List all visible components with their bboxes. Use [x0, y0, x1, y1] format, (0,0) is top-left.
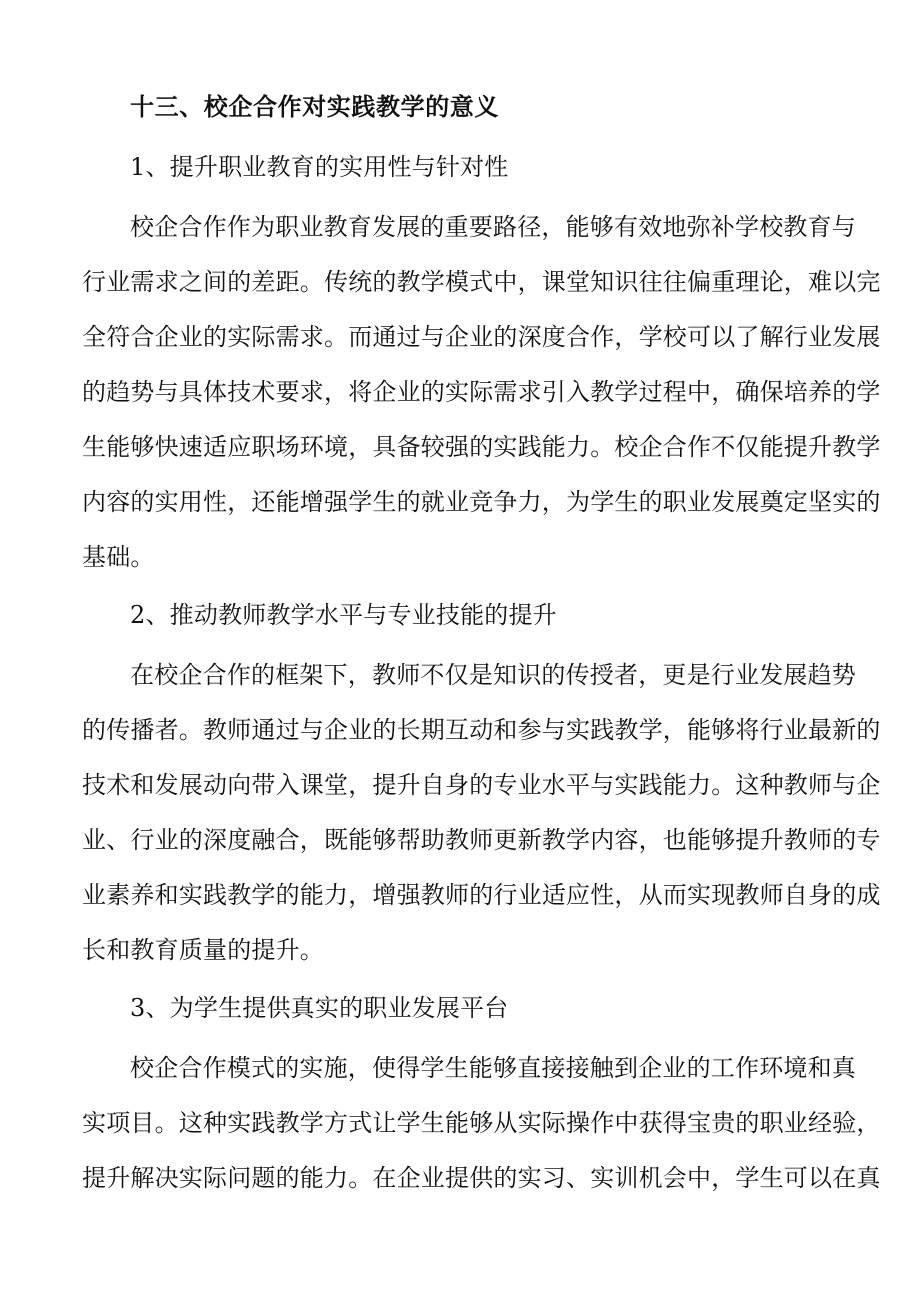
paragraph-line: 生能够快速适应职场环境，具备较强的实践能力。校企合作不仅能提升教学	[82, 433, 881, 461]
section-heading-1: 1、提升职业教育的实用性与针对性	[130, 153, 509, 181]
section-heading-2: 2、推动教师教学水平与专业技能的提升	[130, 601, 557, 629]
paragraph-line: 的趋势与具体技术要求，将企业的实际需求引入教学过程中，确保培养的学	[82, 378, 881, 406]
paragraph-line: 行业需求之间的差距。传统的教学模式中，课堂知识往往偏重理论，难以完	[82, 268, 881, 296]
paragraph-line: 内容的实用性，还能增强学生的就业竞争力，为学生的职业发展奠定坚实的	[82, 488, 881, 516]
paragraph-line: 在校企合作的框架下，教师不仅是知识的传授者，更是行业发展趋势	[130, 661, 856, 689]
paragraph-line: 实项目。这种实践教学方式让学生能够从实际操作中获得宝贵的职业经验，	[82, 1109, 881, 1137]
paragraph-line: 校企合作作为职业教育发展的重要路径，能够有效地弥补学校教育与	[130, 213, 856, 241]
paragraph-line: 业、行业的深度融合，既能够帮助教师更新教学内容，也能够提升教师的专	[82, 826, 881, 854]
paragraph-line: 基础。	[82, 543, 155, 571]
document-title: 十三、校企合作对实践教学的意义	[130, 92, 499, 121]
section-heading-3: 3、为学生提供真实的职业发展平台	[130, 994, 509, 1022]
paragraph-line: 的传播者。教师通过与企业的长期互动和参与实践教学，能够将行业最新的	[82, 716, 881, 744]
paragraph-line: 全符合企业的实际需求。而通过与企业的深度合作，学校可以了解行业发展	[82, 323, 881, 351]
paragraph-line: 技术和发展动向带入课堂，提升自身的专业水平与实践能力。这种教师与企	[82, 771, 881, 799]
paragraph-line: 提升解决实际问题的能力。在企业提供的实习、实训机会中，学生可以在真	[82, 1164, 881, 1192]
paragraph-line: 业素养和实践教学的能力，增强教师的行业适应性，从而实现教师自身的成	[82, 881, 881, 909]
paragraph-line: 校企合作模式的实施，使得学生能够直接接触到企业的工作环境和真	[130, 1054, 856, 1082]
paragraph-line: 长和教育质量的提升。	[82, 936, 324, 964]
